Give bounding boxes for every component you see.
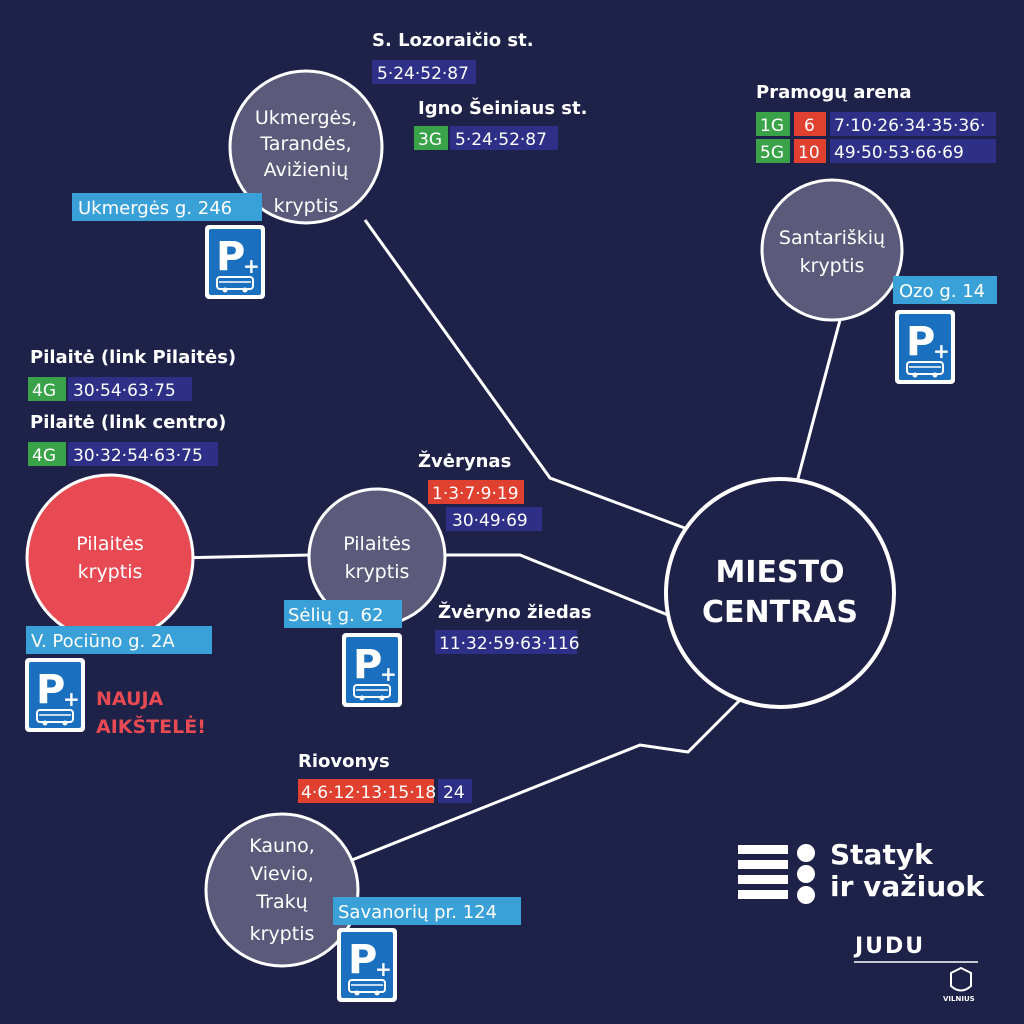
brand-line-2: ir važiuok (830, 870, 984, 903)
stop-zverynas-title: Žvėrynas (418, 451, 512, 472)
stop-pilaite-centro-title: Pilaitė (link centro) (30, 412, 227, 433)
bus-wheel (243, 288, 248, 293)
stop-pramogu-row2-red: 10 (798, 143, 820, 163)
parking-sign-letter: P (906, 319, 936, 365)
stop-pilaite-centro-routes: 30·32·54·63·75 (73, 446, 203, 466)
stop-pramogu-row2-green: 5G (760, 143, 784, 163)
bus-wheel (913, 373, 918, 378)
parking-sign-plus: + (933, 339, 950, 363)
stop-zverynas (418, 450, 542, 531)
stop-riovonys-red-routes: 4·6·12·13·15·18 (301, 783, 437, 803)
node-pilaites-outer (27, 475, 193, 641)
stop-riovonys (298, 751, 472, 803)
parking-label-ukmerges-text: Ukmergės g. 246 (78, 198, 233, 219)
parking-sign-letter: P (36, 667, 66, 713)
bus-wheel (43, 721, 48, 726)
node-santariskiu (762, 180, 902, 320)
vilnius-crest-logo (943, 968, 975, 1003)
vilnius-city-text: VILNIUS (943, 995, 975, 1003)
new-parking-notice-line-1: NAUJA (96, 688, 164, 710)
stop-pramogu-row1-green: 1G (760, 116, 784, 136)
parking-label-pociuno-text: V. Pociūno g. 2A (31, 631, 175, 652)
stop-zverynas-red-routes: 1·3·7·9·19 (432, 484, 519, 504)
node-pilaites-outer-line-2: kryptis (77, 561, 143, 583)
bus-wheel (63, 721, 68, 726)
parking-sign-icon (205, 225, 265, 299)
stop-pramogu-row2-routes: 49·50·53·66·69 (834, 143, 964, 163)
brand-line-1: Statyk (830, 838, 933, 871)
parking-label-seliu-text: Sėlių g. 62 (288, 605, 384, 626)
parking-sign-letter: P (216, 234, 246, 280)
stop-zveryno-ziedas-title: Žvėryno žiedas (438, 602, 592, 623)
line-santariskiu-center (797, 320, 840, 482)
parking-label-ozo (893, 276, 997, 304)
node-ukmerges-line-1: Ukmergės, (254, 107, 358, 129)
node-kauno (206, 814, 358, 966)
node-pilaites-inner-line-2: kryptis (344, 561, 410, 583)
node-santariskiu-line-2: kryptis (799, 255, 865, 277)
node-kauno-line-1: Kauno, (249, 835, 315, 857)
parking-sign-plus: + (375, 957, 392, 981)
bus-wheel (375, 991, 380, 996)
stop-pramogu-row1-red: 6 (804, 116, 815, 136)
node-santariskiu-line-1: Santariškių (778, 227, 886, 249)
stop-pramogu-title: Pramogų arena (756, 82, 912, 103)
judu-logo (853, 934, 978, 962)
parking-sign-letter: P (353, 642, 383, 688)
parking-sign-plus: + (243, 254, 260, 278)
bus-wheel (223, 288, 228, 293)
judu-logo-text: JUDU (855, 934, 926, 959)
stop-lozoraicio (372, 30, 534, 84)
parking-sign-letter: P (348, 937, 378, 983)
stop-riovonys-title: Riovonys (298, 751, 390, 772)
stop-pilaite-centro (28, 412, 226, 466)
node-miesto-centras (666, 479, 894, 707)
stop-seiniaus-routes: 5·24·52·87 (455, 130, 547, 150)
parking-sign-plus: + (63, 687, 80, 711)
stop-lozoraicio-routes: 5·24·52·87 (377, 64, 469, 84)
stop-riovonys-routes: 24 (443, 783, 465, 803)
stop-lozoraicio-title: S. Lozoraičio st. (372, 30, 534, 51)
node-pilaites-inner-line-1: Pilaitės (343, 533, 411, 555)
parking-sign-icon (342, 633, 402, 707)
stop-pilaite-link-badge: 4G (32, 381, 56, 401)
bus-wheel (360, 696, 365, 701)
stop-pilaite-centro-badge: 4G (32, 446, 56, 466)
node-ukmerges-line-2: Tarandės, (260, 133, 352, 155)
node-kauno-line-3: Trakų (256, 891, 308, 913)
stop-seiniaus (414, 97, 587, 150)
stop-zveryno-ziedas (435, 601, 592, 654)
bus-wheel (380, 696, 385, 701)
vilnius-crest-icon (951, 968, 971, 991)
new-parking-notice-line-2: AIKŠTELĖ! (96, 716, 206, 738)
line-ukmerges-center (365, 220, 690, 530)
parking-sign-plus: + (380, 662, 397, 686)
node-ukmerges-line-4: kryptis (273, 195, 339, 217)
statyk-ir-vaziuok-logo (738, 838, 985, 904)
parking-label-ozo-text: Ozo g. 14 (899, 281, 986, 302)
node-kauno-line-4: kryptis (249, 923, 315, 945)
node-pilaites-outer-line-1: Pilaitės (76, 533, 144, 555)
line-pilaites-outer-inner (175, 555, 310, 558)
stop-pramogu (756, 82, 996, 163)
stop-zveryno-ziedas-routes: 11·32·59·63·116 (439, 634, 580, 654)
parking-sign-icon (895, 310, 955, 384)
stop-pilaite-link-title: Pilaitė (link Pilaitės) (30, 347, 237, 368)
stop-seiniaus-badge: 3G (418, 130, 442, 150)
stop-zverynas-routes: 30·49·69 (452, 511, 528, 531)
parking-label-savanoriu-text: Savanorių pr. 124 (338, 902, 498, 923)
parking-label-savanoriu (333, 897, 521, 925)
stop-pilaite-link (28, 347, 236, 401)
parking-label-pociuno (26, 626, 212, 654)
node-ukmerges-line-3: Avižienių (263, 159, 349, 181)
bus-wheel (933, 373, 938, 378)
center-label-line-2: CENTRAS (701, 595, 859, 630)
parking-label-ukmerges (72, 193, 262, 221)
parking-label-seliu (284, 600, 402, 628)
stop-pramogu-row1-routes: 7·10·26·34·35·36· (834, 116, 986, 136)
parking-sign-icon (25, 658, 85, 732)
stop-pilaite-link-routes: 30·54·63·75 (73, 381, 176, 401)
bus-wheel (355, 991, 360, 996)
center-label-line-1: MIESTO (715, 555, 845, 590)
parking-sign-icon (337, 928, 397, 1002)
node-kauno-line-2: Vievio, (250, 863, 314, 885)
stop-seiniaus-title: Igno Šeiniaus st. (418, 98, 588, 119)
